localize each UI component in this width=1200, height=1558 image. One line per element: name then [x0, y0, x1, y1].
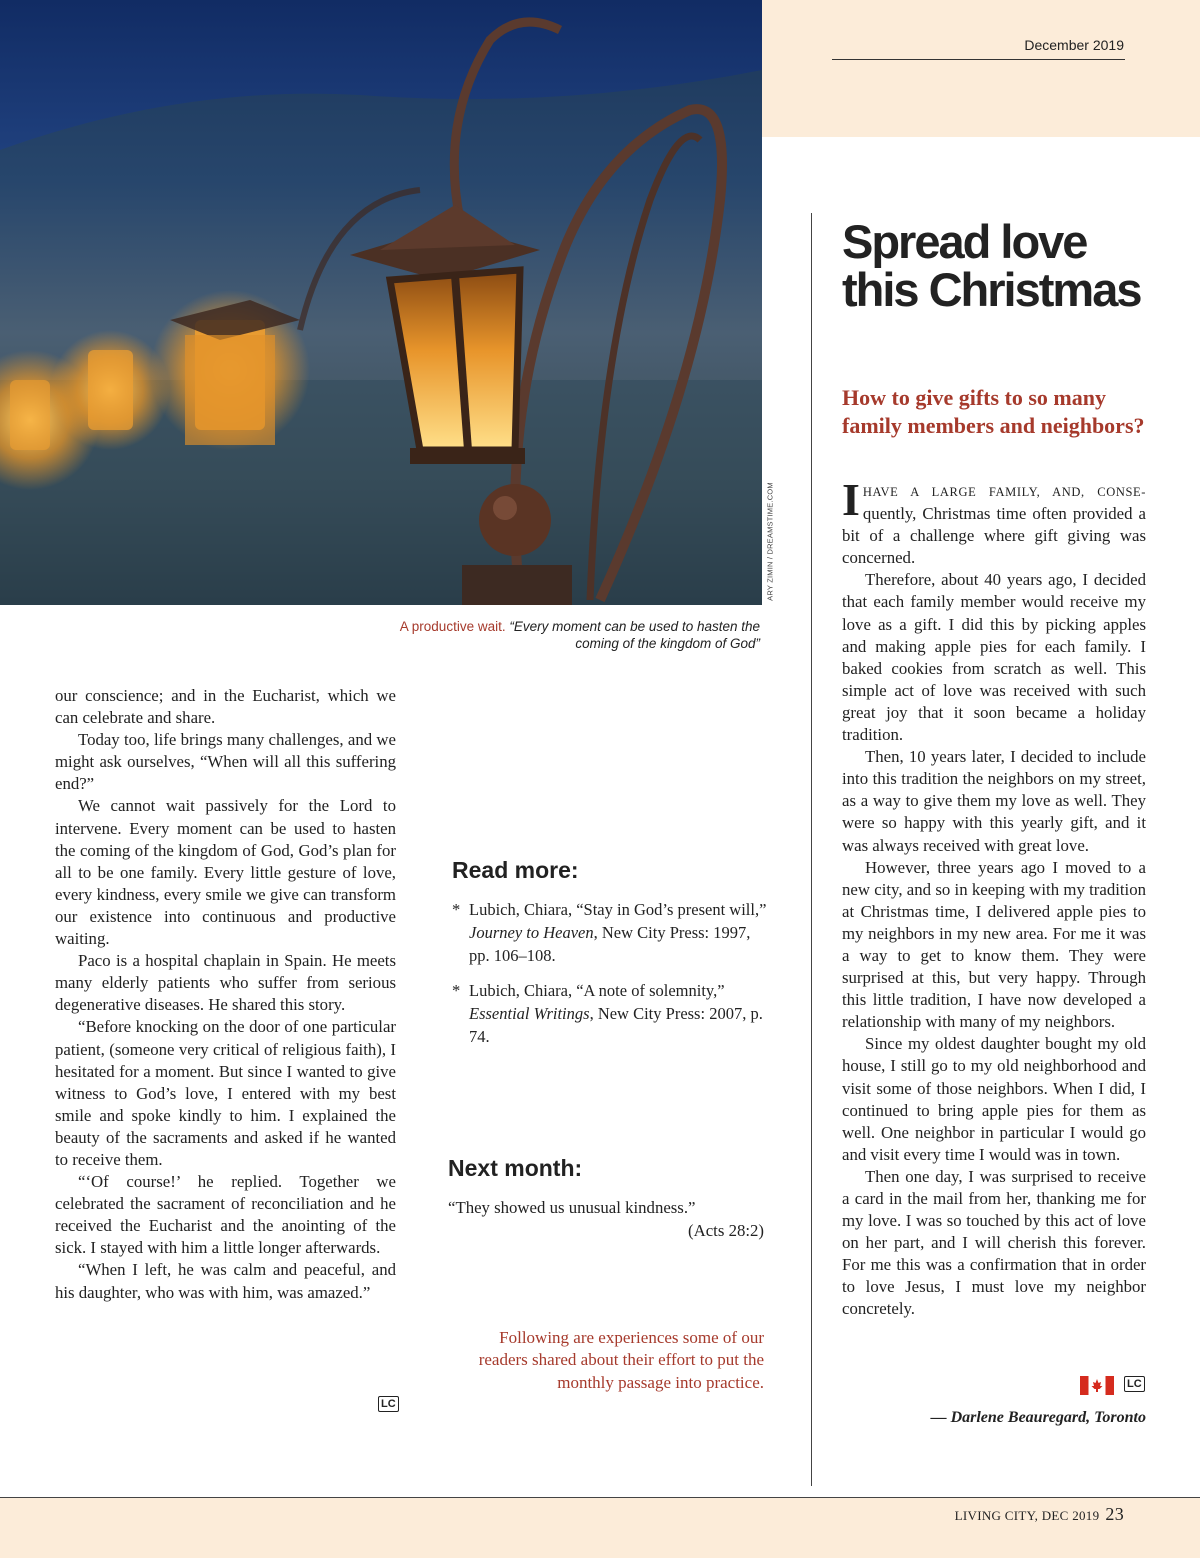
- bullet: *: [452, 900, 461, 919]
- following-note: Following are experiences some of our readers shared about their effort to put the monthly passage into practice.: [478, 1328, 764, 1392]
- reference-item: * Lubich, Chiara, “Stay in God’s present will,” Journey to Heaven, New City Press: 1997, pp. 106–108.: [452, 900, 767, 965]
- issue-date: December 2019: [1024, 37, 1124, 53]
- caption-lead: A productive wait.: [399, 619, 506, 634]
- bullet: *: [452, 981, 461, 1000]
- article-body: [842, 474, 1146, 1321]
- column-divider: [811, 213, 812, 1486]
- book-title: Journey to Heaven: [469, 923, 594, 942]
- header-rule: [832, 59, 1125, 60]
- photo-credit: ARY ZIMIN / DREAMSTIME.COM: [765, 482, 775, 601]
- paragraph: Then one day, I was surprised to receive a card in the mail from her, thanking me for my love. I was so touched by this act of love on her part, and I will cherish this forever. For me this was a confirmation that in order to love Jesus, I must love my neighbor concretely.: [842, 1166, 1146, 1319]
- lc-end-mark: LC: [378, 1396, 399, 1412]
- drop-cap: I: [842, 474, 860, 525]
- paragraph: Since my oldest daughter bought my old house, I still go to my old neighborhood and visit some of those neighbors. When I did, I continued to bring apple pies for them as well. One neighbor in particular I would go and visit every time I would was in town.: [842, 1034, 1146, 1164]
- next-month-heading: Next month:: [448, 1155, 583, 1181]
- page-number: 23: [1105, 1504, 1124, 1524]
- photo-caption: [380, 618, 760, 652]
- next-month-citation: (Acts 28:2): [688, 1221, 764, 1240]
- lantern-illustration: [0, 0, 762, 605]
- caption-quote: “Every moment can be used to hasten the coming of the kingdom of God”: [509, 619, 760, 651]
- paragraph: “When I left, he was calm and peaceful, and his daughter, who was with him, was amazed.”: [55, 1260, 396, 1302]
- read-more-heading: Read more:: [452, 857, 579, 883]
- paragraph: Then, 10 years later, I decided to include into this tradition the neighbors on my street, as a way to give them my love as well. They were so happy with this yearly gift, and it was always received with great love.: [842, 747, 1146, 855]
- page-footer: [900, 1504, 1124, 1525]
- footer-rule: [0, 1497, 1200, 1498]
- article-title: Spread love this Christmas: [842, 215, 1141, 316]
- author-signoff: — Darlene Beauregard, Toronto: [930, 1409, 1146, 1426]
- paragraph: Therefore, about 40 years ago, I decided that each family member would receive my love as a gift. I did this by picking apples and making apple pies for each family. I baked cookies from scratch as well. This simple act of love was received with such great joy that it soon became a holiday tradition.: [842, 570, 1146, 745]
- date-banner: [762, 0, 1200, 137]
- lc-end-mark: LC: [1124, 1376, 1145, 1392]
- paragraph: We cannot wait passively for the Lord to intervene. Every moment can be used to hasten the coming of the kingdom of God, God’s plan for all to be one family. Every little gesture of love, every kindness, every smile we give can transform our existence into continuous and productive waiting.: [55, 796, 396, 949]
- paragraph: “Before knocking on the door of one particular patient, (someone very critical of religious faith), I hesitated for a moment. But since I wanted to give witness to God’s love, I entered with my best smile and spoke kindly to him. I explained the beauty of the sacraments and asked if he wanted to receive them.: [55, 1017, 396, 1169]
- left-column-text: [55, 685, 396, 1304]
- paragraph: Paco is a hospital chaplain in Spain. He meets many elderly patients who suffer from serious degenerative diseases. He shared this story.: [55, 951, 396, 1015]
- paragraph: However, three years ago I moved to a new city, and so in keeping with my tradition at Christmas time, I delivered apple pies to my neighbors in my new area. For me it was a way to get to know them. They were surprised at this, but very happy. Through this little tradition, I have now developed a relationship with many of my neighbors.: [842, 857, 1146, 1032]
- small-caps-lead: HAVE A LARGE FAMILY, AND, CONSE-: [862, 485, 1146, 499]
- next-month-quote: “They showed us unusual kindness.”: [448, 1198, 696, 1217]
- article-subtitle: How to give gifts to so many family members and neighbors?: [842, 385, 1145, 438]
- paragraph: Today too, life brings many challenges, and we might ask ourselves, “When will all this suffering end?”: [55, 730, 396, 794]
- reference-item: * Lubich, Chiara, “A note of solemnity,” Essential Writings, New City Press: 2007, p. 74.: [452, 981, 763, 1046]
- lantern-photo: [0, 0, 762, 605]
- read-more-list: [452, 898, 772, 1060]
- paragraph: “‘Of course!’ he replied. Together we celebrated the sacrament of reconciliation and he received the Eucharist and the anointing of the sick. I stayed with him a little longer afterwards.: [55, 1172, 396, 1258]
- paragraph: IHAVE A LARGE FAMILY, AND, CONSE- quently, Christmas time often provided a bit of a challenge where gift giving was concerned.: [842, 474, 1146, 568]
- publication-name: LIVING CITY, DEC 2019: [954, 1508, 1100, 1523]
- canada-flag-icon: [1080, 1376, 1114, 1395]
- book-title: Essential Writings: [469, 1004, 590, 1023]
- paragraph: our conscience; and in the Eucharist, which we can celebrate and share.: [55, 686, 396, 728]
